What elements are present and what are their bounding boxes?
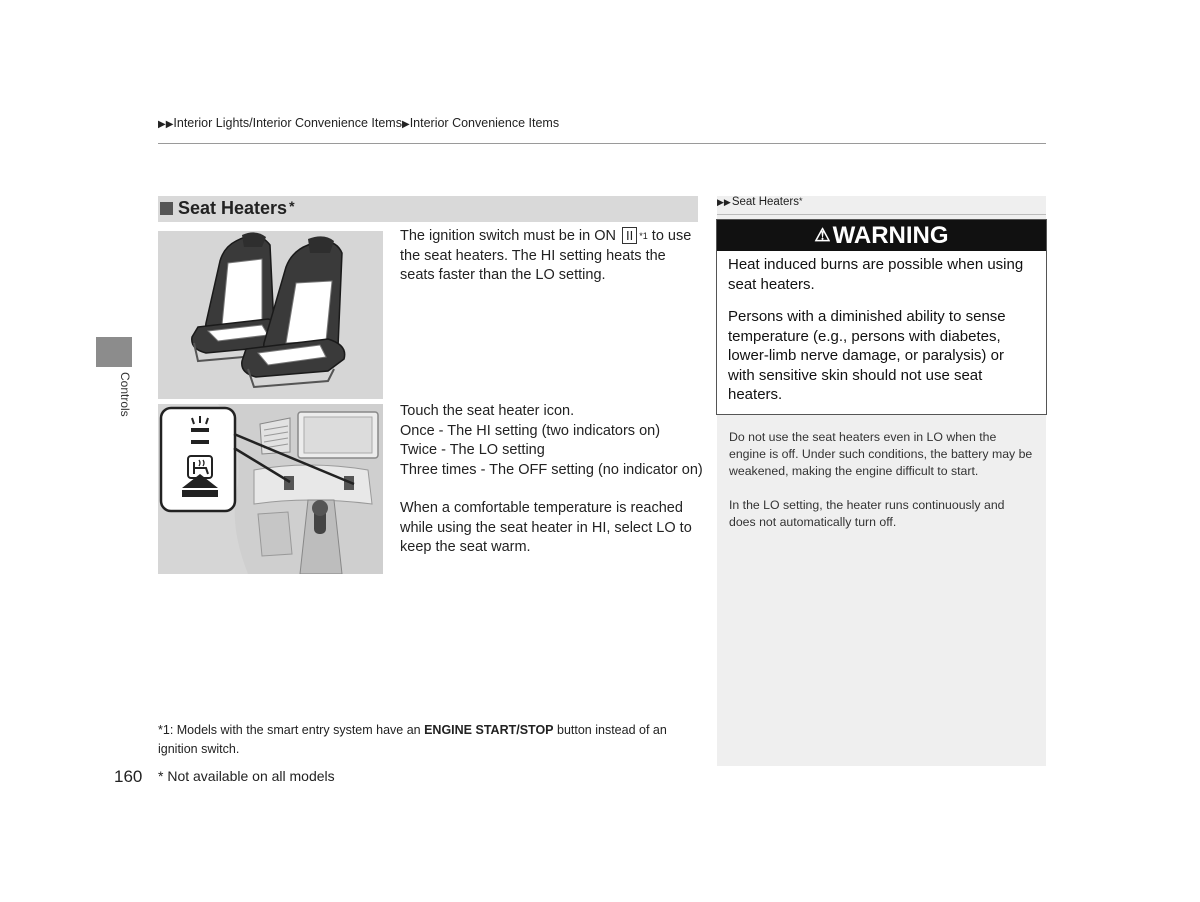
warning-title: WARNING [832,222,949,249]
section-marker-icon [160,202,173,215]
comfort-paragraph: When a comfortable temperature is reached while using the seat heater in HI, select LO to keep the seat warm. [400,500,692,555]
settings-line-4: Three times - The OFF setting (no indicator on) [400,461,703,478]
sidebar-heading-asterisk: * [798,196,803,206]
breadcrumb-arrow-icon: ▶▶ [158,119,174,130]
sidebar-note-2: In the LO setting, the heater runs continuously and does not automatically turn off. [729,498,1005,529]
header-divider [158,143,1046,144]
breadcrumb-link-2[interactable]: Interior Convenience Items [409,116,560,130]
footnote-text: *1: Models with the smart entry system have an [158,723,425,737]
availability-note: * Not available on all models [158,768,335,784]
warning-box [716,219,1047,415]
sidebar-heading-text: Seat Heaters [731,196,799,208]
section-asterisk: * [289,198,295,214]
breadcrumb [158,116,559,130]
footnote [158,721,703,759]
seats-illustration [158,231,383,399]
settings-paragraph [400,402,705,480]
chapter-tab-label: Controls [118,372,132,417]
section-heading [158,196,698,222]
warning-triangle-icon: ⚠ [814,225,831,245]
footnote-ref[interactable]: *1 [639,231,648,241]
footnote-text-end: button instead of an ignition switch. [158,723,667,756]
settings-line-2: Once - The HI setting (two indicators on) [400,422,661,439]
footnote-bold-text: ENGINE START/STOP [424,723,554,737]
sidebar-note-1: Do not use the seat heaters even in LO when the engine is off. Under such conditions, the battery may be weakened, making the engine difficult to start. [729,430,1033,478]
warning-text-2: Persons with a diminished ability to sense temperature (e.g., persons with diabetes, lower-limb nerve damage, or paralysis) or with sensitive skin should not use seat heaters. [728,308,1006,403]
sidebar-ref-icon: ▶▶ [717,197,731,207]
section-title: Seat Heaters [178,198,288,218]
ignition-text-end: to use the seat heaters. The HI setting heats the seats faster than the LO setting. [400,228,692,283]
dashboard-illustration [158,404,383,574]
chapter-tab [96,337,132,367]
warning-text-1: Heat induced burns are possible when using seat heaters. [728,256,1024,293]
ignition-position-badge: II [622,227,637,244]
settings-line-3: Twice - The LO setting [400,442,545,458]
breadcrumb-arrow-icon: ▶ [401,119,410,130]
breadcrumb-link-1[interactable]: Interior Lights/Interior Convenience Items [173,116,402,130]
page-number: 160 [114,767,143,786]
ignition-paragraph [400,227,700,286]
ignition-text-start: The ignition switch must be in ON [400,228,621,244]
settings-line-1: Touch the seat heater icon. [400,403,575,419]
sidebar-heading [717,196,1046,215]
warning-header [717,220,1046,251]
